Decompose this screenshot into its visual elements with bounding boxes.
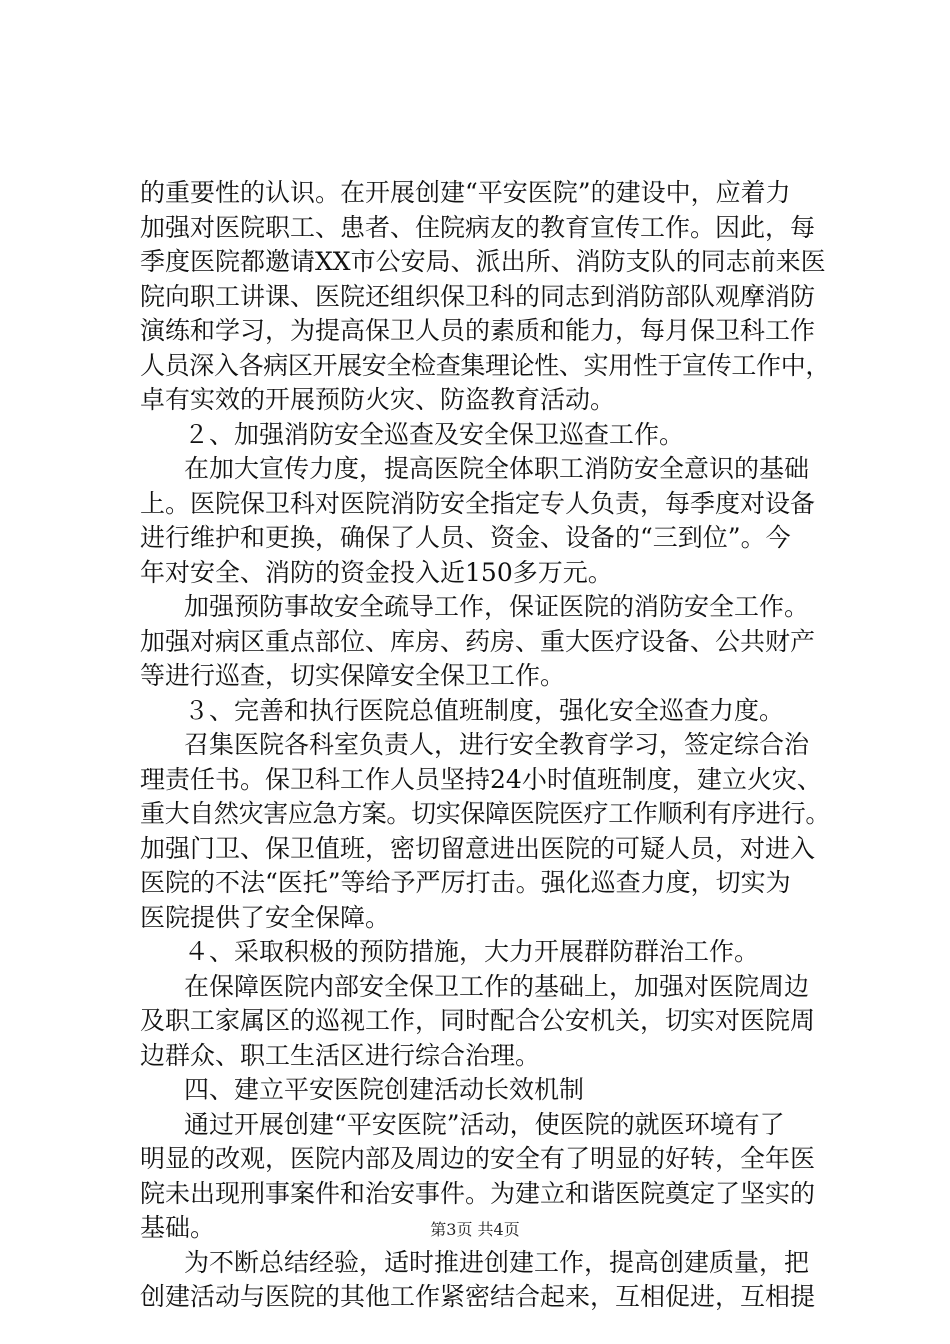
text-line: 四、建立平安医院创建活动长效机制 xyxy=(184,1075,585,1104)
text-line: 明显的改观，医院内部及周边的安全有了明显的好转，全年医 xyxy=(140,1144,816,1173)
text-line: 年对安全、消防的资金投入近150多万元。 xyxy=(140,557,613,587)
text-line: 基础。 xyxy=(140,1213,216,1242)
document-body xyxy=(140,176,830,1315)
text-line: 的重要性的认识。在开展创建“平安医院”的建设中，应着力 xyxy=(140,178,791,207)
text-line: ３、完善和执行医院总值班制度，强化安全巡查力度。 xyxy=(184,695,785,725)
text-line: 为不断总结经验，适时推进创建工作，提高创建质量，把 xyxy=(184,1247,810,1277)
text-line: 医院的不法“医托”等给予严厉打击。强化巡查力度，切实为 xyxy=(140,868,791,897)
text-line: 加强对病区重点部位、库房、药房、重大医疗设备、公共财产 xyxy=(140,626,816,656)
text-line: 重大自然灾害应急方案。切实保障医院医疗工作顺利有序进行。 xyxy=(140,799,830,828)
text-line: 加强门卫、保卫值班，密切留意进出医院的可疑人员，对进入 xyxy=(140,833,816,863)
text-line: ４、采取积极的预防措施，大力开展群防群治工作。 xyxy=(184,937,760,966)
text-line: 上。医院保卫科对医院消防安全指定专人负责，每季度对设备 xyxy=(140,488,816,518)
text-line: 在保障医院内部安全保卫工作的基础上，加强对医院周边 xyxy=(184,971,810,1001)
text-line: 加强预防事故安全疏导工作，保证医院的消防安全工作。 xyxy=(184,592,810,621)
text-line: 边群众、职工生活区进行综合治理。 xyxy=(140,1040,541,1070)
text-line: 演练和学习，为提高保卫人员的素质和能力，每月保卫科工作 xyxy=(140,316,816,345)
text-line: 院向职工讲课、医院还组织保卫科的同志到消防部队观摩消防 xyxy=(140,281,816,311)
text-line: 等进行巡查，切实保障安全保卫工作。 xyxy=(140,661,566,690)
text-line: 创建活动与医院的其他工作紧密结合起来，互相促进，互相提 xyxy=(140,1282,816,1311)
text-line: 季度医院都邀请XX市公安局、派出所、消防支队的同志前来医 xyxy=(140,247,826,276)
text-line: 召集医院各科室负责人，进行安全教育学习，签定综合治 xyxy=(184,730,810,759)
text-line: 医院提供了安全保障。 xyxy=(140,902,391,932)
text-line: 进行维护和更换，确保了人员、资金、设备的“三到位”。今 xyxy=(140,523,791,552)
text-line: 及职工家属区的巡视工作，同时配合公安机关，切实对医院周 xyxy=(140,1006,816,1035)
page-number-footer: 第3页 共4页 xyxy=(430,1220,520,1239)
text-line: 院未出现刑事案件和治安事件。为建立和谐医院奠定了坚实的 xyxy=(140,1178,816,1208)
text-line: 卓有实效的开展预防火灾、防盗教育活动。 xyxy=(140,385,616,414)
text-line: 加强对医院职工、患者、住院病友的教育宣传工作。因此，每 xyxy=(140,212,816,242)
text-line: 理责任书。保卫科工作人员坚持24小时值班制度，建立火灾、 xyxy=(140,764,822,794)
text-line: 人员深入各病区开展安全检查集理论性、实用性于宣传工作中， xyxy=(140,350,830,380)
text-line: ２、加强消防安全巡查及安全保卫巡查工作。 xyxy=(184,419,685,449)
text-line: 在加大宣传力度，提高医院全体职工消防安全意识的基础 xyxy=(184,454,810,483)
text-line: 通过开展创建“平安医院”活动，使医院的就医环境有了 xyxy=(184,1109,785,1139)
